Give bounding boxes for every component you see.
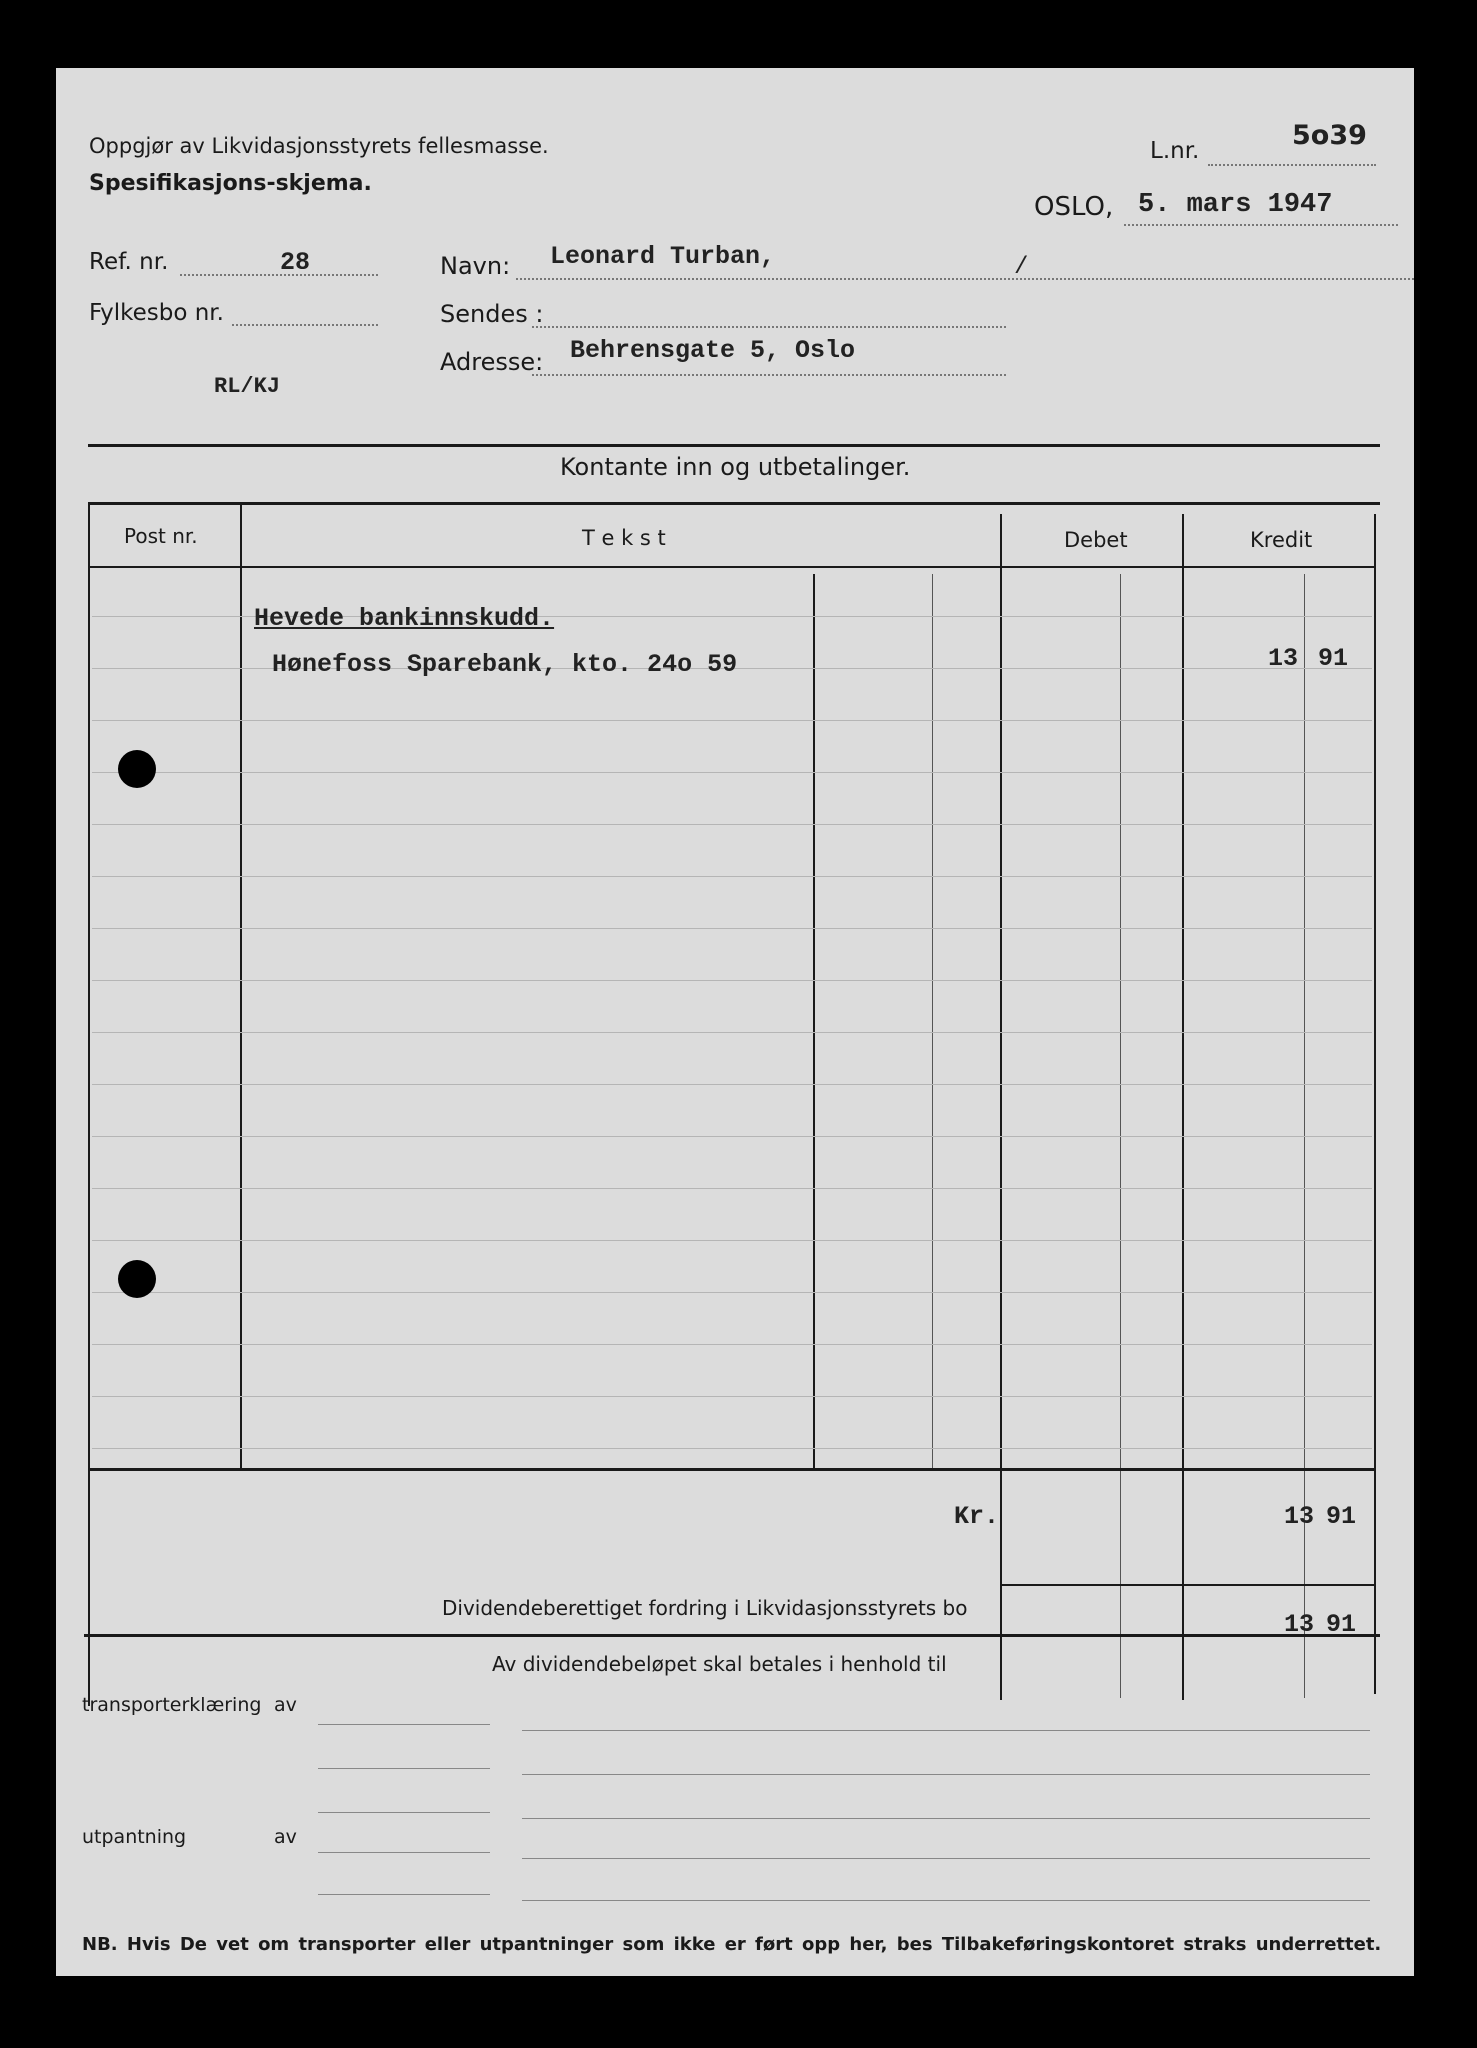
fill-line bbox=[522, 1858, 1370, 1859]
fill-line bbox=[318, 1724, 490, 1725]
sum-kr: 13 bbox=[1284, 1502, 1315, 1531]
fill-line bbox=[318, 1894, 490, 1895]
ledger-rule bbox=[92, 772, 1372, 773]
col-debet: Debet bbox=[1064, 528, 1128, 552]
place: OSLO, bbox=[1034, 192, 1114, 222]
navn-label: Navn: bbox=[440, 252, 511, 280]
table-bottom-border bbox=[84, 1634, 1380, 1637]
lnr-value: 5o39 bbox=[1292, 120, 1367, 151]
post-divider bbox=[240, 504, 242, 1468]
sum-label: Kr. bbox=[954, 1502, 1000, 1531]
punch-hole bbox=[118, 1260, 156, 1298]
date-line bbox=[1124, 224, 1398, 226]
navn-line bbox=[516, 278, 1414, 280]
punch-hole bbox=[118, 750, 156, 788]
ledger-rule bbox=[92, 1344, 1372, 1345]
col-kredit: Kredit bbox=[1250, 528, 1313, 552]
kredit-divider bbox=[1182, 514, 1184, 1700]
initials: RL/KJ bbox=[214, 374, 281, 399]
ledger-rule bbox=[92, 1188, 1372, 1189]
ledger-rule bbox=[92, 1136, 1372, 1137]
fylkesbo-line bbox=[232, 324, 378, 326]
fill-line bbox=[522, 1900, 1370, 1901]
form-title: Spesifikasjons-skjema. bbox=[89, 171, 372, 196]
sum-rule bbox=[1000, 1584, 1376, 1586]
fill-line bbox=[318, 1852, 490, 1853]
ref-label: Ref. nr. bbox=[89, 249, 169, 275]
dividend-label: Dividendeberettiget fordring i Likvidasjonsstyrets bo bbox=[442, 1596, 968, 1620]
lnr-line bbox=[1208, 164, 1376, 166]
date: 5. mars 1947 bbox=[1138, 190, 1333, 220]
ledger-rule bbox=[92, 1292, 1372, 1293]
payment-note: Av dividendebeløpet skal betales i henhold til bbox=[492, 1652, 947, 1676]
ref-line bbox=[180, 274, 378, 276]
transport-label: transporterklæring bbox=[82, 1694, 262, 1716]
fylkesbo-label: Fylkesbo nr. bbox=[89, 300, 224, 326]
fill-line bbox=[522, 1818, 1370, 1819]
tekst-inner-divider-2 bbox=[932, 574, 933, 1468]
sendes-line bbox=[532, 326, 1006, 328]
table-left-border bbox=[88, 502, 90, 1706]
fill-line bbox=[522, 1730, 1370, 1731]
tekst-inner-divider-1 bbox=[813, 574, 815, 1468]
adresse-line bbox=[532, 374, 1006, 376]
org-line: Oppgjør av Likvidasjonsstyrets fellesmasse. bbox=[89, 134, 549, 158]
ledger-rule bbox=[92, 876, 1372, 877]
ledger-rule bbox=[92, 720, 1372, 721]
col-post: Post nr. bbox=[124, 524, 198, 548]
ledger-rule bbox=[92, 1032, 1372, 1033]
ledger-rule bbox=[92, 824, 1372, 825]
fill-line bbox=[318, 1768, 490, 1769]
entry-heading: Hevede bankinnskudd. bbox=[254, 604, 555, 633]
entry-line: Hønefoss Sparebank, kto. 24o 59 bbox=[272, 650, 738, 679]
sendes-label: Sendes : bbox=[440, 300, 544, 328]
ref-value: 28 bbox=[280, 248, 311, 277]
top-rule bbox=[88, 444, 1380, 447]
adresse-value: Behrensgate 5, Oslo bbox=[570, 336, 856, 365]
ledger-rule bbox=[92, 1240, 1372, 1241]
entry-kredit-kr: 13 bbox=[1268, 644, 1299, 673]
table-top-border bbox=[88, 502, 1380, 505]
col-tekst: T e k s t bbox=[582, 526, 666, 550]
ledger-rule bbox=[92, 1084, 1372, 1085]
fill-line bbox=[318, 1812, 490, 1813]
body-bottom-border bbox=[90, 1468, 1376, 1471]
dividend-ore: 91 bbox=[1326, 1610, 1357, 1639]
table-title: Kontante inn og utbetalinger. bbox=[560, 453, 911, 481]
nb-note: NB. Hvis De vet om transporter eller utpantninger som ikke er ført opp her, bes Tilbakeføringskontoret straks underrettet. bbox=[82, 1934, 1382, 1955]
utpantning-label: utpantning bbox=[82, 1826, 187, 1848]
document-page bbox=[56, 68, 1414, 1976]
transport-av: av bbox=[274, 1694, 297, 1716]
debet-divider bbox=[1000, 514, 1002, 1700]
sum-ore: 91 bbox=[1326, 1502, 1357, 1531]
table-right-border bbox=[1374, 514, 1376, 1694]
entry-kredit-ore: 91 bbox=[1318, 644, 1349, 673]
fill-line bbox=[522, 1774, 1370, 1775]
ledger-rule bbox=[92, 1448, 1372, 1449]
dividend-kr: 13 bbox=[1284, 1610, 1315, 1639]
navn-value: Leonard Turban, bbox=[550, 242, 776, 271]
utpantning-av: av bbox=[274, 1826, 297, 1848]
ledger-rule bbox=[92, 928, 1372, 929]
ledger-rule bbox=[92, 980, 1372, 981]
adresse-label: Adresse: bbox=[440, 348, 544, 376]
lnr-label: L.nr. bbox=[1150, 138, 1200, 164]
ledger-rule bbox=[92, 1396, 1372, 1397]
navn-mark: / bbox=[1014, 254, 1029, 281]
